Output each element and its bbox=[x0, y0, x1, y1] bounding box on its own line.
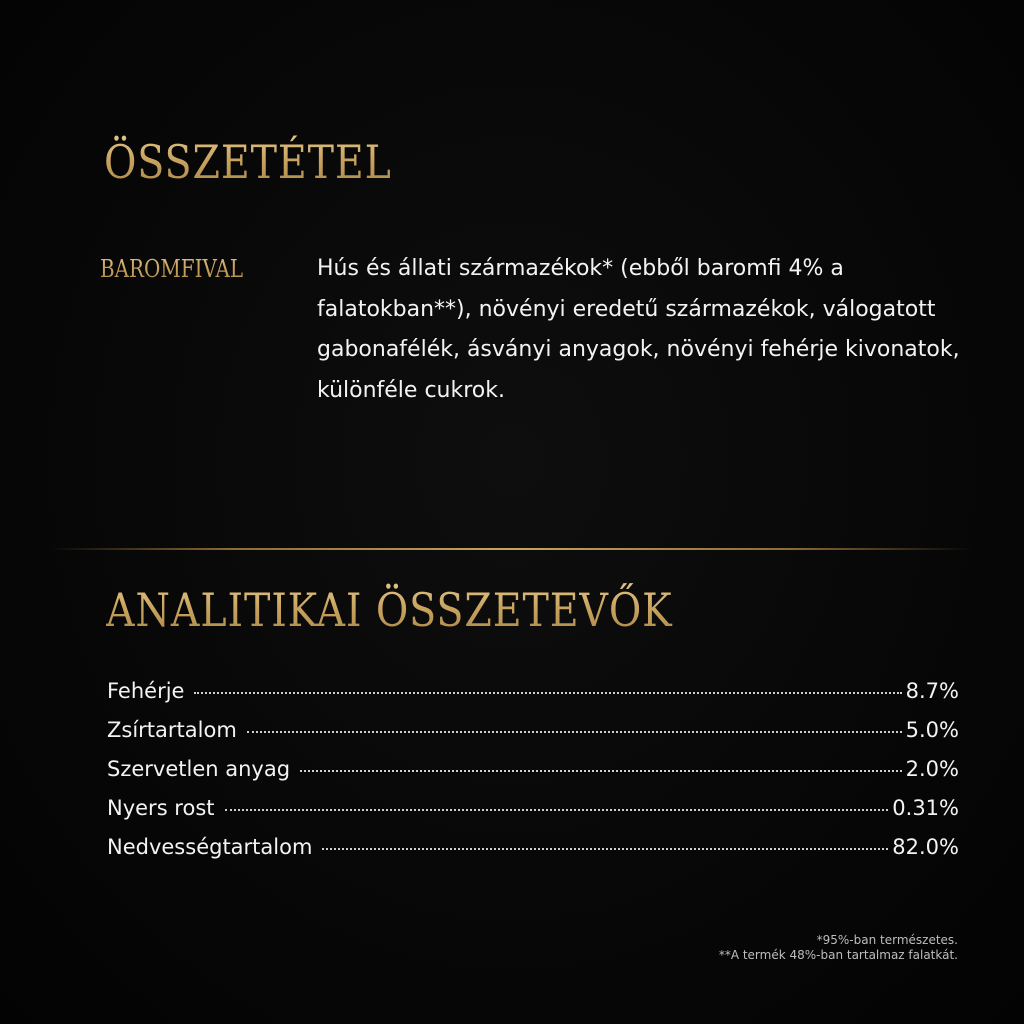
analytics-row-fat bbox=[107, 711, 959, 750]
analytics-row-protein bbox=[107, 672, 959, 711]
row-value: 5.0% bbox=[905, 718, 959, 742]
analytics-row-ash bbox=[107, 750, 959, 789]
section-divider bbox=[50, 548, 972, 550]
row-name: Nedvességtartalom bbox=[107, 835, 313, 859]
dot-leader bbox=[247, 730, 902, 733]
analytics-row-moisture bbox=[107, 828, 959, 867]
dot-leader bbox=[322, 847, 888, 850]
analytics-row-fibre bbox=[107, 789, 959, 828]
dot-leader bbox=[194, 691, 901, 694]
dot-leader bbox=[300, 769, 902, 772]
composition-title: ÖSSZETÉTEL bbox=[104, 132, 392, 192]
row-value: 82.0% bbox=[892, 835, 959, 859]
ingredients-text: Hús és állati származékok* (ebből baromfi 4% a falatokban**), növényi eredetű származékok, válogatott gabonafélék, ásványi anyagok, növényi fehérje kivonatok, különféle cukrok. bbox=[317, 256, 960, 403]
row-name: Nyers rost bbox=[107, 796, 215, 820]
footnote-chunks: **A termék 48%-ban tartalmaz falatkát. bbox=[718, 948, 958, 962]
row-value: 0.31% bbox=[892, 796, 959, 820]
analytics-list bbox=[107, 672, 959, 867]
row-name: Szervetlen anyag bbox=[107, 757, 291, 781]
row-value: 2.0% bbox=[905, 757, 959, 781]
row-name: Fehérje bbox=[107, 679, 185, 703]
row-value: 8.7% bbox=[905, 679, 959, 703]
row-name: Zsírtartalom bbox=[107, 718, 237, 742]
dot-leader bbox=[225, 808, 889, 811]
footnotes bbox=[719, 933, 958, 963]
analytics-title: ANALITIKAI ÖSSZETEVŐK bbox=[106, 580, 673, 640]
variant-label: BAROMFIVAL bbox=[100, 252, 243, 286]
footnote-natural: *95%-ban természetes. bbox=[816, 933, 958, 947]
